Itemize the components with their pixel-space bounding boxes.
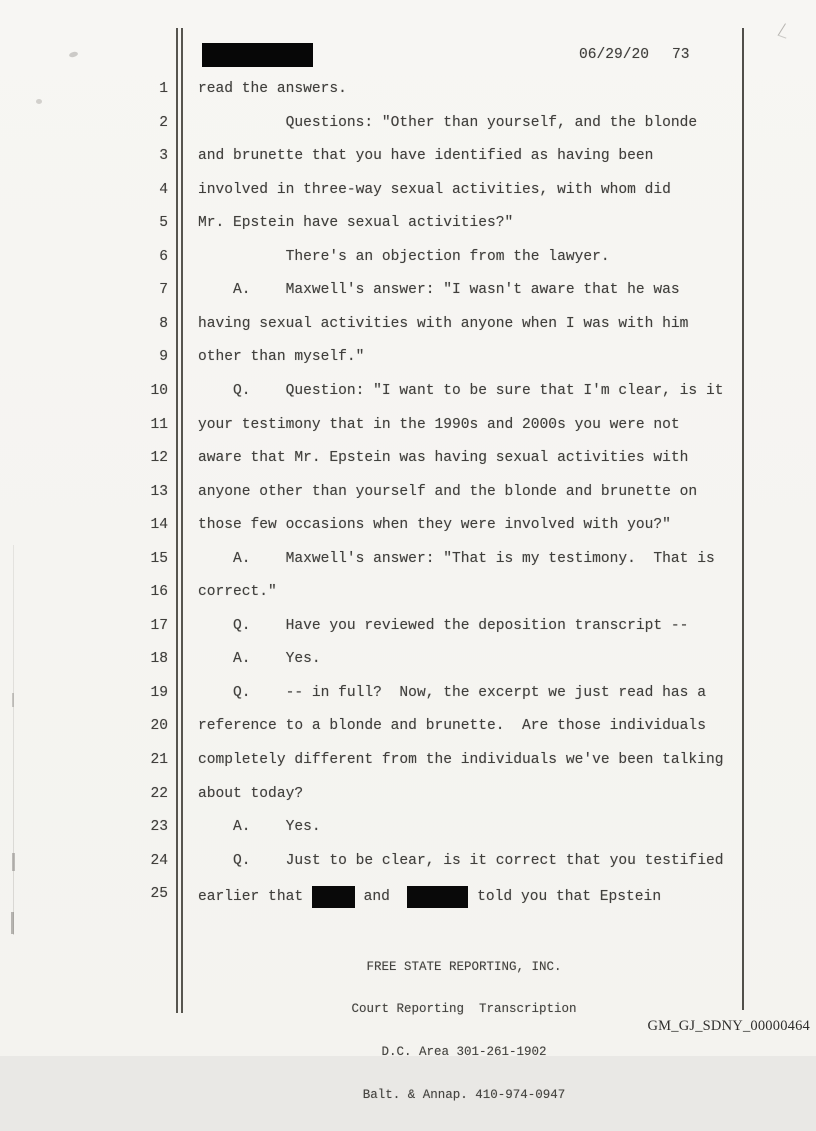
line-number: 13 — [150, 483, 168, 500]
line-number: 9 — [159, 349, 168, 366]
line-number: 15 — [150, 550, 168, 567]
line-number: 11 — [150, 416, 168, 433]
redaction-box — [407, 886, 468, 908]
transcript-line — [0, 517, 816, 537]
scan-edge-mark — [11, 912, 14, 934]
line-number: 17 — [150, 617, 168, 634]
line-text: correct." — [198, 584, 277, 601]
reporter-footer — [314, 931, 614, 1131]
line-text: A. Maxwell's answer: "That is my testimony. That is — [198, 550, 715, 567]
transcript-line — [0, 718, 816, 738]
line-number: 18 — [150, 651, 168, 668]
line-number: 1 — [159, 81, 168, 97]
transcript-line — [0, 551, 816, 571]
redaction-box — [312, 886, 355, 908]
line-text: A. Maxwell's answer: "I wasn't aware that he was — [198, 282, 680, 299]
transcript-line — [0, 417, 816, 437]
transcript-line — [0, 584, 816, 604]
transcript-line — [0, 618, 816, 638]
bates-number: GM_GJ_SDNY_00000464 — [647, 1018, 810, 1034]
line-number: 20 — [150, 718, 168, 735]
header-redaction-bar — [202, 43, 313, 67]
transcript-line — [0, 282, 816, 302]
line-number: 23 — [150, 819, 168, 836]
line-number: 6 — [159, 248, 168, 265]
transcript-line — [0, 786, 816, 806]
transcript-line — [0, 450, 816, 470]
line-number: 3 — [159, 148, 168, 165]
line-text: your testimony that in the 1990s and 2000s you were not — [198, 416, 680, 433]
header-date: 06/29/20 — [579, 47, 650, 63]
line-number: 22 — [150, 785, 168, 802]
transcript-line — [0, 853, 816, 873]
transcript-line — [0, 182, 816, 202]
line-text: Q. -- in full? Now, the excerpt we just read has a — [198, 684, 706, 701]
line-text: completely different from the individuals we've been talking — [198, 752, 724, 768]
line-number: 7 — [159, 282, 168, 299]
footer-line: FREE STATE REPORTING, INC. — [366, 959, 562, 974]
line-text: aware that Mr. Epstein was having sexual activities with — [198, 450, 689, 467]
line-text: There's an objection from the lawyer. — [198, 248, 610, 265]
scan-pen-mark — [777, 23, 793, 38]
line-text: Questions: "Other than yourself, and the blonde — [198, 114, 698, 131]
transcript-line — [0, 685, 816, 705]
transcript-line — [0, 215, 816, 235]
line-number: 2 — [159, 114, 168, 131]
line-number: 16 — [150, 584, 168, 601]
line-text: Q. Question: "I want to be sure that I'm clear, is it — [198, 382, 724, 399]
line-number: 14 — [150, 517, 168, 534]
footer-line: Balt. & Annap. 410-974-0947 — [362, 1088, 566, 1103]
line-number: 10 — [150, 382, 168, 399]
line-number: 5 — [159, 215, 168, 232]
line-number: 12 — [150, 450, 168, 467]
transcript-line — [0, 349, 816, 369]
line-text: having sexual activities with anyone when I was with him — [198, 315, 689, 332]
footer-line: Court Reporting Transcription — [351, 1002, 577, 1017]
line-number: 19 — [150, 684, 168, 701]
line-text: A. Yes. — [198, 819, 321, 836]
transcript-line — [0, 383, 816, 403]
line-text: about today? — [198, 785, 304, 802]
header-page-number: 73 — [672, 47, 690, 63]
transcript-line — [0, 148, 816, 168]
transcript-line — [0, 81, 816, 101]
scan-speck — [69, 51, 79, 58]
line-text: Q. Have you reviewed the deposition transcript -- — [198, 617, 689, 634]
line-text: earlier that and told you that Epstein — [198, 886, 661, 908]
transcript-line — [0, 316, 816, 336]
transcript-line — [0, 249, 816, 269]
line-text: involved in three-way sexual activities, with whom did — [198, 181, 671, 198]
transcript-line — [0, 819, 816, 839]
transcript-line — [0, 886, 816, 906]
line-text: read the answers. — [198, 81, 347, 97]
line-text: anyone other than yourself and the blonde and brunette on — [198, 483, 698, 500]
transcript-line — [0, 651, 816, 671]
line-number: 21 — [150, 752, 168, 768]
line-text: Mr. Epstein have sexual activities?" — [198, 215, 514, 232]
line-number: 8 — [159, 315, 168, 332]
footer-line: D.C. Area 301-261-1902 — [381, 1045, 547, 1060]
line-text: Q. Just to be clear, is it correct that you testified — [198, 852, 724, 869]
line-number: 25 — [150, 886, 168, 903]
line-text: reference to a blonde and brunette. Are those individuals — [198, 718, 706, 735]
line-number: 4 — [159, 181, 168, 198]
transcript-line — [0, 752, 816, 772]
line-number: 24 — [150, 852, 168, 869]
transcript-line — [0, 484, 816, 504]
line-text: and brunette that you have identified as having been — [198, 148, 654, 165]
line-text: A. Yes. — [198, 651, 321, 668]
line-text: other than myself." — [198, 349, 365, 366]
line-text: those few occasions when they were involved with you?" — [198, 517, 671, 534]
transcript-line — [0, 115, 816, 135]
